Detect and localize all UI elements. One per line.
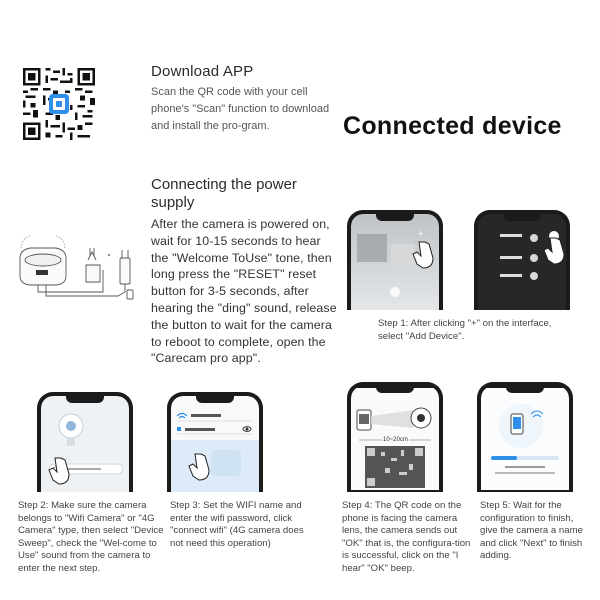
power-supply-instructions: After the camera is powered on, wait for 10-15 seconds to hear the "Welcome ToUse" tone, then long press the "RESET" reset button for 3-5 seconds, after hearing the "ding" sound, release the button to wait for the camera to reboot to complete, open the "Carecam pro app". [151, 217, 337, 366]
step5-caption: Step 5: Wait for the configuration to finish, give the camera a name and click "Next" to finish adding. [480, 500, 583, 562]
step4-caption: Step 4: The QR code on the phone is facing the camera lens, the camera sends out "OK" that is, the configura-tion is successful, click on the "I hear" "OK" beep. [342, 500, 471, 574]
step3-phone-wifi-setup [167, 392, 263, 492]
download-app-heading: Download APP [151, 63, 254, 80]
step4-phone-qr-scan [347, 382, 443, 492]
camera-icon [20, 236, 66, 285]
svg-text:+: + [417, 229, 424, 238]
step2-caption: Step 2: Make sure the camera belongs to "Wifi Camera" or "4G Camera" type, then select "Device Sweep", check the "Wel-come to Use" sound from the camera to enter the next step. [18, 500, 164, 574]
camera-power-illustration [8, 230, 148, 310]
connected-device-heading: Connected device [343, 112, 562, 140]
step1-caption: Step 1: After clicking "+" on the interface, select "Add Device". [378, 318, 552, 342]
qr-code-icon [22, 68, 96, 140]
step1-phone-add-device-menu [474, 210, 570, 310]
download-app-instructions: Scan the QR code with your cell phone's "Scan" function to download and install the pro-gram. [151, 86, 330, 132]
step5-phone-configuring [477, 382, 573, 492]
step2-phone-device-sweep [37, 392, 133, 492]
power-supply-heading: Connecting the power supply [151, 176, 297, 211]
step1-phone-add-button [347, 210, 443, 310]
distance-label: 10~20cm [383, 437, 408, 443]
step3-caption: Step 3: Set the WIFI name and enter the wifi password, click "connect wifi" (4G camera does not need this operation) [170, 500, 304, 549]
